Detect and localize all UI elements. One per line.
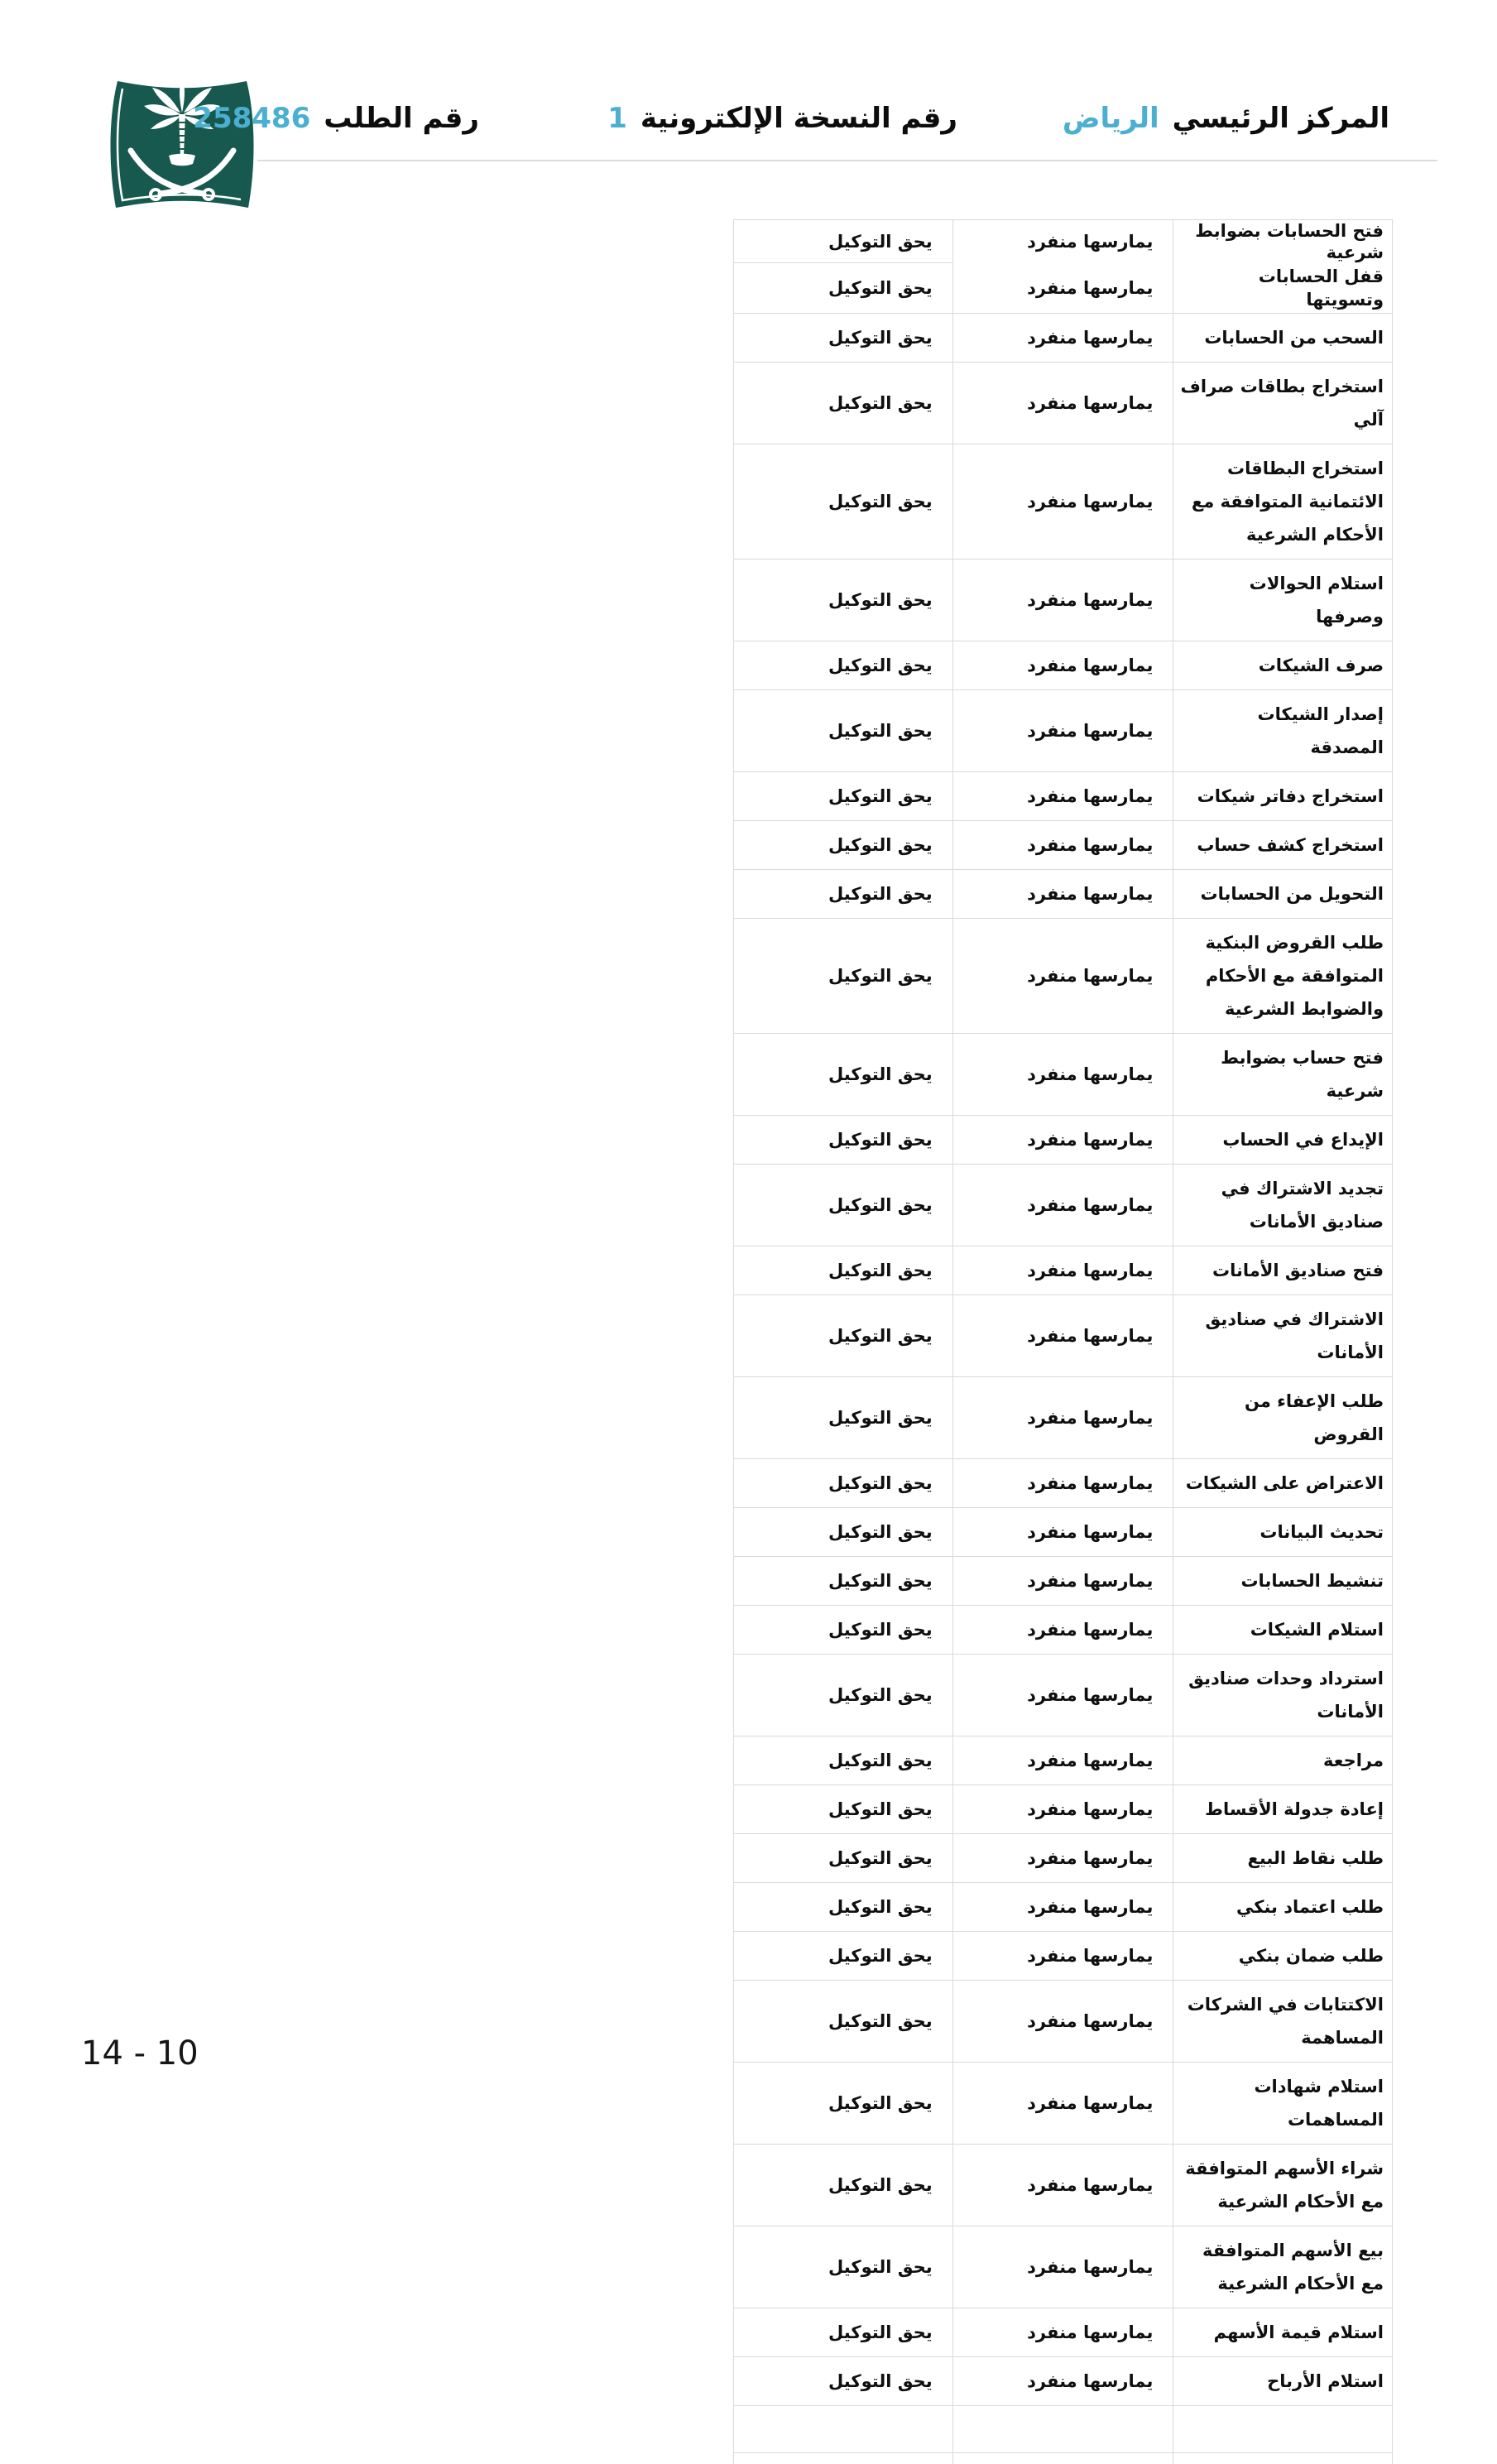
table-row (734, 641, 1393, 690)
task-cell: تجديد الاشتراك في صناديق الأمانات (1173, 1165, 1393, 1246)
practice-cell: يمارسها منفرد (953, 641, 1174, 690)
task-cell: استرداد وحدات صناديق الأمانات (1173, 1655, 1393, 1736)
header-separator (257, 160, 1437, 161)
delegation-cell: يحق التوكيل (734, 2145, 953, 2226)
delegation-cell (734, 2453, 953, 2464)
table-row (734, 263, 1393, 314)
delegation-cell: يحق التوكيل (734, 2308, 953, 2357)
table-row (734, 2406, 1393, 2453)
task-cell: استلام الشيكات (1173, 1606, 1393, 1655)
delegation-cell: يحق التوكيل (734, 1377, 953, 1459)
delegation-cell: يحق التوكيل (734, 1606, 953, 1655)
practice-cell: يمارسها منفرد (953, 2063, 1174, 2145)
practice-cell: يمارسها منفرد (953, 2226, 1174, 2308)
table-row (734, 220, 1393, 263)
table-row (734, 919, 1393, 1034)
practice-cell: يمارسها منفرد (953, 1377, 1174, 1459)
electronic-copy-label: رقم النسخة الإلكترونية (640, 102, 957, 135)
task-cell (1173, 2453, 1393, 2464)
practice-cell: يمارسها منفرد (953, 1606, 1174, 1655)
practice-cell (953, 2453, 1174, 2464)
task-cell: بيع الأسهم المتوافقة مع الأحكام الشرعية (1173, 2226, 1393, 2308)
header-main-center (1063, 99, 1389, 137)
table-row (734, 1034, 1393, 1116)
practice-cell: يمارسها منفرد (953, 220, 1174, 263)
delegation-cell: يحق التوكيل (734, 444, 953, 560)
delegation-cell: يحق التوكيل (734, 821, 953, 870)
delegation-cell: يحق التوكيل (734, 363, 953, 444)
table-row (734, 870, 1393, 919)
task-cell: استخراج البطاقات الائتمانية المتوافقة مع الأحكام الشرعية (1173, 444, 1393, 560)
table-row (734, 444, 1393, 560)
table-row (734, 1116, 1393, 1165)
table-row (734, 1736, 1393, 1785)
delegation-cell: يحق التوكيل (734, 220, 953, 263)
practice-cell: يمارسها منفرد (953, 314, 1174, 363)
practice-cell: يمارسها منفرد (953, 2145, 1174, 2226)
task-cell: استلام الحوالات وصرفها (1173, 560, 1393, 641)
task-cell: السحب من الحسابات (1173, 314, 1393, 363)
task-cell: طلب القروض البنكية المتوافقة مع الأحكام والضوابط الشرعية (1173, 919, 1393, 1034)
table-row (734, 2063, 1393, 2145)
delegation-cell: يحق التوكيل (734, 690, 953, 772)
delegation-cell: يحق التوكيل (734, 314, 953, 363)
task-cell: استلام شهادات المساهمات (1173, 2063, 1393, 2145)
permissions-table (733, 219, 1393, 2464)
delegation-cell: يحق التوكيل (734, 560, 953, 641)
task-cell: تحديث البيانات (1173, 1508, 1393, 1557)
page-number: 14 - 10 (81, 2034, 199, 2073)
practice-cell: يمارسها منفرد (953, 363, 1174, 444)
main-center-value: الرياض (1062, 102, 1159, 135)
task-cell: استخراج كشف حساب (1173, 821, 1393, 870)
task-cell: الاشتراك في صناديق الأمانات (1173, 1295, 1393, 1377)
table-row (734, 1834, 1393, 1883)
table-row (734, 1246, 1393, 1295)
delegation-cell: يحق التوكيل (734, 263, 953, 314)
practice-cell: يمارسها منفرد (953, 772, 1174, 821)
table-row (734, 560, 1393, 641)
delegation-cell: يحق التوكيل (734, 1883, 953, 1932)
task-cell: فتح صناديق الأمانات (1173, 1246, 1393, 1295)
request-number-label: رقم الطلب (324, 102, 479, 135)
task-cell: قفل الحسابات وتسويتها (1173, 263, 1393, 314)
practice-cell: يمارسها منفرد (953, 1246, 1174, 1295)
delegation-cell: يحق التوكيل (734, 1295, 953, 1377)
delegation-cell: يحق التوكيل (734, 2063, 953, 2145)
table-row (734, 1981, 1393, 2063)
delegation-cell: يحق التوكيل (734, 870, 953, 919)
table-row (734, 1655, 1393, 1736)
delegation-cell: يحق التوكيل (734, 1116, 953, 1165)
delegation-cell: يحق التوكيل (734, 1165, 953, 1246)
table-row (734, 1883, 1393, 1932)
task-cell: استلام الأرباح (1173, 2357, 1393, 2406)
delegation-cell: يحق التوكيل (734, 2226, 953, 2308)
delegation-cell: يحق التوكيل (734, 1932, 953, 1981)
table-row (734, 690, 1393, 772)
table-row (734, 772, 1393, 821)
task-cell: طلب الإعفاء من القروض (1173, 1377, 1393, 1459)
main-center-label: المركز الرئيسي (1172, 102, 1389, 135)
delegation-cell: يحق التوكيل (734, 772, 953, 821)
task-cell: استلام قيمة الأسهم (1173, 2308, 1393, 2357)
table-row (734, 2357, 1393, 2406)
practice-cell: يمارسها منفرد (953, 1459, 1174, 1508)
practice-cell: يمارسها منفرد (953, 1981, 1174, 2063)
practice-cell: يمارسها منفرد (953, 1883, 1174, 1932)
task-cell: الاعتراض على الشيكات (1173, 1459, 1393, 1508)
delegation-cell: يحق التوكيل (734, 1736, 953, 1785)
task-cell: مراجعة (1173, 1736, 1393, 1785)
electronic-copy-value: 1 (607, 102, 627, 135)
task-cell: الاكتتابات في الشركات المساهمة (1173, 1981, 1393, 2063)
practice-cell: يمارسها منفرد (953, 1834, 1174, 1883)
practice-cell: يمارسها منفرد (953, 1165, 1174, 1246)
delegation-cell (734, 2406, 953, 2453)
delegation-cell: يحق التوكيل (734, 2357, 953, 2406)
practice-cell: يمارسها منفرد (953, 560, 1174, 641)
practice-cell: يمارسها منفرد (953, 263, 1174, 314)
table-row (734, 1165, 1393, 1246)
permissions-table-body (734, 220, 1393, 2453)
task-cell (1173, 2406, 1393, 2453)
delegation-cell: يحق التوكيل (734, 641, 953, 690)
practice-cell: يمارسها منفرد (953, 870, 1174, 919)
task-cell: استخراج دفاتر شيكات (1173, 772, 1393, 821)
header-request-number (193, 99, 479, 137)
saudi-emblem-logo (106, 68, 258, 221)
request-number-value: 258486 (193, 102, 311, 135)
table-row (734, 1785, 1393, 1834)
table-row (734, 1377, 1393, 1459)
task-cell: طلب اعتماد بنكي (1173, 1883, 1393, 1932)
table-row (734, 1508, 1393, 1557)
practice-cell: يمارسها منفرد (953, 1932, 1174, 1981)
task-cell: إصدار الشيكات المصدقة (1173, 690, 1393, 772)
delegation-cell: يحق التوكيل (734, 1834, 953, 1883)
task-cell: الإيداع في الحساب (1173, 1116, 1393, 1165)
delegation-cell: يحق التوكيل (734, 1459, 953, 1508)
delegation-cell: يحق التوكيل (734, 1557, 953, 1606)
task-cell: التحويل من الحسابات (1173, 870, 1393, 919)
task-cell: إعادة جدولة الأقساط (1173, 1785, 1393, 1834)
practice-cell (953, 2406, 1174, 2453)
practice-cell: يمارسها منفرد (953, 1508, 1174, 1557)
table-row (734, 2308, 1393, 2357)
delegation-cell: يحق التوكيل (734, 1034, 953, 1116)
delegation-cell: يحق التوكيل (734, 1508, 953, 1557)
task-cell: شراء الأسهم المتوافقة مع الأحكام الشرعية (1173, 2145, 1393, 2226)
task-cell: فتح حساب بضوابط شرعية (1173, 1034, 1393, 1116)
practice-cell: يمارسها منفرد (953, 1034, 1174, 1116)
table-row (734, 821, 1393, 870)
practice-cell: يمارسها منفرد (953, 1655, 1174, 1736)
practice-cell: يمارسها منفرد (953, 2308, 1174, 2357)
table-row (734, 2145, 1393, 2226)
table-cut-stub-row (734, 2453, 1393, 2464)
table-row (734, 363, 1393, 444)
practice-cell: يمارسها منفرد (953, 690, 1174, 772)
task-cell: طلب نقاط البيع (1173, 1834, 1393, 1883)
task-cell: تنشيط الحسابات (1173, 1557, 1393, 1606)
table-row (734, 314, 1393, 363)
table-row (734, 2226, 1393, 2308)
table-row (734, 1557, 1393, 1606)
delegation-cell: يحق التوكيل (734, 1246, 953, 1295)
task-cell: طلب ضمان بنكي (1173, 1932, 1393, 1981)
table-row (734, 1459, 1393, 1508)
practice-cell: يمارسها منفرد (953, 1736, 1174, 1785)
practice-cell: يمارسها منفرد (953, 1785, 1174, 1834)
delegation-cell: يحق التوكيل (734, 919, 953, 1034)
table-row (734, 1932, 1393, 1981)
table-row (734, 1606, 1393, 1655)
table-row (734, 1295, 1393, 1377)
practice-cell: يمارسها منفرد (953, 821, 1174, 870)
practice-cell: يمارسها منفرد (953, 2357, 1174, 2406)
task-cell: فتح الحسابات بضوابط شرعية (1173, 220, 1393, 263)
practice-cell: يمارسها منفرد (953, 444, 1174, 560)
delegation-cell: يحق التوكيل (734, 1785, 953, 1834)
practice-cell: يمارسها منفرد (953, 919, 1174, 1034)
practice-cell: يمارسها منفرد (953, 1295, 1174, 1377)
practice-cell: يمارسها منفرد (953, 1116, 1174, 1165)
delegation-cell: يحق التوكيل (734, 1655, 953, 1736)
delegation-cell: يحق التوكيل (734, 1981, 953, 2063)
header-electronic-copy (607, 99, 957, 137)
task-cell: استخراج بطاقات صراف آلي (1173, 363, 1393, 444)
task-cell: صرف الشيكات (1173, 641, 1393, 690)
practice-cell: يمارسها منفرد (953, 1557, 1174, 1606)
